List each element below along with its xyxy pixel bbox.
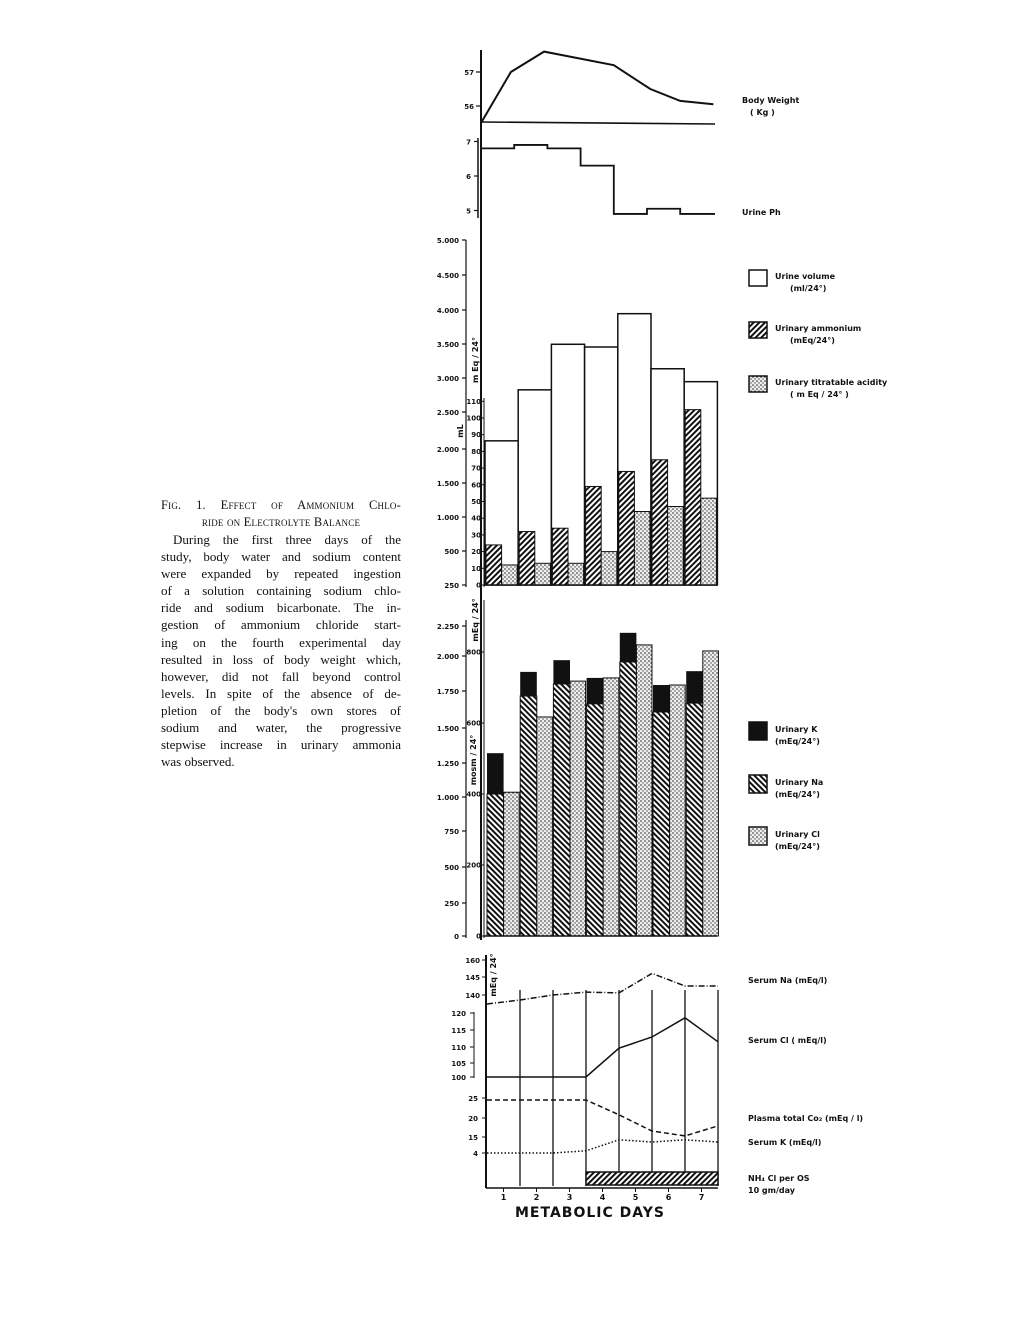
legend-label: Serum K (mEq/l) xyxy=(748,1138,822,1147)
tick-label: 500 xyxy=(444,864,459,872)
tick-label: 2.500 xyxy=(436,409,459,417)
bar-urinary-k xyxy=(553,660,570,684)
bar-urinary-na xyxy=(487,794,504,936)
bar-urinary-ammonium xyxy=(685,410,701,585)
tick-label: 1.500 xyxy=(436,725,459,733)
tick-label: 20 xyxy=(468,1115,478,1123)
bar-urinary-cl xyxy=(603,678,619,936)
tick-label: 1.000 xyxy=(436,794,459,802)
tick-label: 4.000 xyxy=(436,307,459,315)
bar-titratable-acidity xyxy=(634,512,650,585)
tick-label: 105 xyxy=(451,1060,466,1068)
tick-label: 120 xyxy=(451,1010,466,1018)
body-weight-baseline xyxy=(481,122,715,124)
axis-title: m Eq / 24° xyxy=(471,337,480,383)
caption-body-line: was observed. xyxy=(161,754,235,770)
x-axis-title: METABOLIC DAYS xyxy=(515,1205,665,1221)
plasma-co2-line xyxy=(487,1100,718,1136)
tick-label: 40 xyxy=(471,514,481,523)
legend-label: (ml/24°) xyxy=(790,284,827,293)
tick-label: 5.000 xyxy=(436,237,459,245)
caption-body-line: levels. In spite of the absence of de- xyxy=(161,685,401,701)
tick-label: 145 xyxy=(465,974,480,982)
caption-body-line: were expanded by repeated ingestion xyxy=(161,566,401,582)
bar-urinary-ammonium xyxy=(586,486,602,585)
legend-label: (mEq/24°) xyxy=(775,842,820,851)
tick-label: 50 xyxy=(471,498,481,506)
tick-label: 250 xyxy=(444,582,459,590)
bar-urinary-k xyxy=(587,678,604,704)
legend-label: Body Weight xyxy=(742,96,800,105)
legend-label: 10 gm/day xyxy=(748,1186,795,1195)
legend-label: Urinary Na xyxy=(775,778,824,787)
bar-urinary-ammonium xyxy=(552,528,568,585)
tick-label: 0 xyxy=(454,933,459,941)
tick-label: 1.000 xyxy=(436,514,459,522)
legend-label: Urine volume xyxy=(775,272,835,281)
legend-label: Serum Cl ( mEq/l) xyxy=(748,1036,827,1045)
tick-label: 110 xyxy=(466,397,481,406)
tick-label: 3.000 xyxy=(436,375,459,383)
caption-body-line: sodium and water, the progressive xyxy=(161,720,401,736)
tick-label: 200 xyxy=(466,861,481,870)
legend-swatch xyxy=(749,376,767,392)
tick-label: 1.750 xyxy=(436,688,459,696)
bar-urinary-k xyxy=(653,685,670,712)
x-tick-label: 3 xyxy=(566,1193,573,1202)
bar-urinary-k xyxy=(487,753,504,794)
caption-body-line: of a solution containing sodium chlo- xyxy=(161,583,401,599)
x-tick-label: 7 xyxy=(698,1193,705,1202)
tick-label: 60 xyxy=(471,481,481,490)
legend-swatch xyxy=(749,827,767,845)
tick-label: 2.000 xyxy=(436,446,459,454)
bar-titratable-acidity xyxy=(535,563,551,585)
bar-titratable-acidity xyxy=(568,563,584,585)
bar-urinary-cl xyxy=(670,685,686,936)
caption-title-line: Fig. 1. Effect of Ammonium Chlo- xyxy=(161,498,401,512)
serum-cl-line xyxy=(487,1018,718,1077)
bar-urinary-na xyxy=(553,684,570,936)
tick-label: 160 xyxy=(465,957,480,965)
tick-label: 2.000 xyxy=(436,653,459,661)
legend-label: ( m Eq / 24° ) xyxy=(790,390,849,399)
legend-label: Urinary titratable acidity xyxy=(775,378,888,387)
bar-urinary-k xyxy=(620,633,637,662)
bar-urinary-cl xyxy=(636,645,652,936)
legend-label: ( Kg ) xyxy=(750,108,775,117)
legend-label: (mEq/24°) xyxy=(775,737,820,746)
axis-title: mEq / 24° xyxy=(489,953,498,997)
tick-label: 0 xyxy=(476,581,481,590)
tick-label: 57 xyxy=(464,69,474,77)
bar-urinary-ammonium xyxy=(652,460,668,585)
tick-label: 100 xyxy=(466,414,481,423)
bar-urinary-cl xyxy=(703,651,719,936)
caption-body-line: however, did not fall beyond control xyxy=(161,668,401,684)
tick-label: 10 xyxy=(471,564,481,573)
tick-label: 80 xyxy=(471,447,481,456)
x-tick-label: 5 xyxy=(632,1193,639,1202)
bar-urinary-na xyxy=(620,662,637,936)
legend-swatch xyxy=(749,775,767,793)
x-tick-label: 1 xyxy=(500,1193,507,1202)
urine-ph-line xyxy=(481,145,715,214)
tick-label: 115 xyxy=(451,1027,466,1035)
x-tick-label: 6 xyxy=(665,1193,672,1202)
tick-label: 30 xyxy=(471,531,481,540)
plot-area xyxy=(437,50,888,1221)
axis-title: mL xyxy=(456,424,465,438)
tick-label: 1.250 xyxy=(436,760,459,768)
legend-label: NH₄ Cl per OS xyxy=(748,1174,810,1183)
bar-urinary-k xyxy=(520,672,537,696)
tick-label: 110 xyxy=(451,1044,466,1052)
legend-label: Urinary K xyxy=(775,725,818,734)
bar-urinary-na xyxy=(587,704,604,936)
bar-urinary-cl xyxy=(537,717,553,936)
legend-label: (mEq/24°) xyxy=(790,336,835,345)
serum-na-line xyxy=(487,973,718,1004)
caption-title-line: ride on Electrolyte Balance xyxy=(201,515,361,529)
bar-titratable-acidity xyxy=(502,565,518,585)
tick-label: 600 xyxy=(466,719,481,728)
caption-body-line: resulted in loss of body weight which, xyxy=(161,651,401,667)
legend-label: Urinary Cl xyxy=(775,830,820,839)
bar-urinary-na xyxy=(686,703,703,936)
tick-label: 7 xyxy=(466,138,471,147)
bar-titratable-acidity xyxy=(701,498,717,585)
tick-label: 90 xyxy=(471,431,481,440)
nh4cl-treatment-bar xyxy=(586,1172,718,1185)
legend-label: Urine Ph xyxy=(742,208,781,217)
bar-urinary-ammonium xyxy=(486,545,502,585)
caption-body-line: ride and sodium bicarbonate. The in- xyxy=(161,600,401,616)
legend-swatch xyxy=(749,270,767,286)
tick-label: 100 xyxy=(451,1074,466,1082)
bar-urinary-ammonium xyxy=(519,532,535,585)
bar-urinary-cl xyxy=(570,681,586,936)
tick-label: 1.500 xyxy=(436,480,459,488)
tick-label: 2.250 xyxy=(436,623,459,631)
bar-urinary-cl xyxy=(504,792,520,936)
caption-body-line: stepwise increase in urinary ammonia xyxy=(161,737,401,753)
x-tick-label: 4 xyxy=(599,1193,606,1202)
tick-label: 500 xyxy=(444,548,459,556)
bar-urinary-na xyxy=(653,712,670,936)
tick-label: 15 xyxy=(468,1134,478,1142)
bar-urinary-na xyxy=(520,696,537,936)
tick-label: 0 xyxy=(476,932,481,941)
bar-urinary-ammonium xyxy=(619,471,635,585)
legend-swatch xyxy=(749,722,767,740)
bar-titratable-acidity xyxy=(601,552,617,585)
axis-title: mosm / 24° xyxy=(469,734,478,786)
caption-body-line: study, body water and sodium content xyxy=(161,549,401,565)
legend-label: Plasma total Co₂ (mEq / l) xyxy=(748,1114,864,1123)
caption-body-line: During the first three days of the xyxy=(173,532,401,547)
body-weight-line xyxy=(481,52,713,123)
caption-body-line: pletion of the body's own stores of xyxy=(161,702,401,718)
legend-swatch xyxy=(749,322,767,338)
bar-titratable-acidity xyxy=(668,507,684,585)
legend-label: Urinary ammonium xyxy=(775,324,862,333)
tick-label: 400 xyxy=(466,790,481,799)
bar-urinary-k xyxy=(686,671,703,703)
tick-label: 3.500 xyxy=(436,341,459,349)
tick-label: 70 xyxy=(471,464,481,473)
axis-title: mEq / 24° xyxy=(471,598,480,642)
tick-label: 20 xyxy=(471,548,481,557)
legend-label: (mEq/24°) xyxy=(775,790,820,799)
tick-label: 5 xyxy=(466,207,471,216)
caption-body-line: ing on the fourth experimental day xyxy=(161,634,401,650)
serum-k-line xyxy=(487,1140,718,1153)
tick-label: 4 xyxy=(473,1150,478,1158)
caption-body-line: gestion of ammonium chloride start- xyxy=(161,617,401,633)
tick-label: 800 xyxy=(466,648,481,657)
legend-label: Serum Na (mEq/l) xyxy=(748,976,828,985)
tick-label: 250 xyxy=(444,900,459,908)
x-tick-label: 2 xyxy=(533,1193,540,1202)
tick-label: 6 xyxy=(466,173,471,181)
tick-label: 4.500 xyxy=(436,272,459,280)
tick-label: 25 xyxy=(468,1095,478,1103)
tick-label: 750 xyxy=(444,828,459,836)
tick-label: 140 xyxy=(465,992,480,1000)
tick-label: 56 xyxy=(464,103,474,111)
